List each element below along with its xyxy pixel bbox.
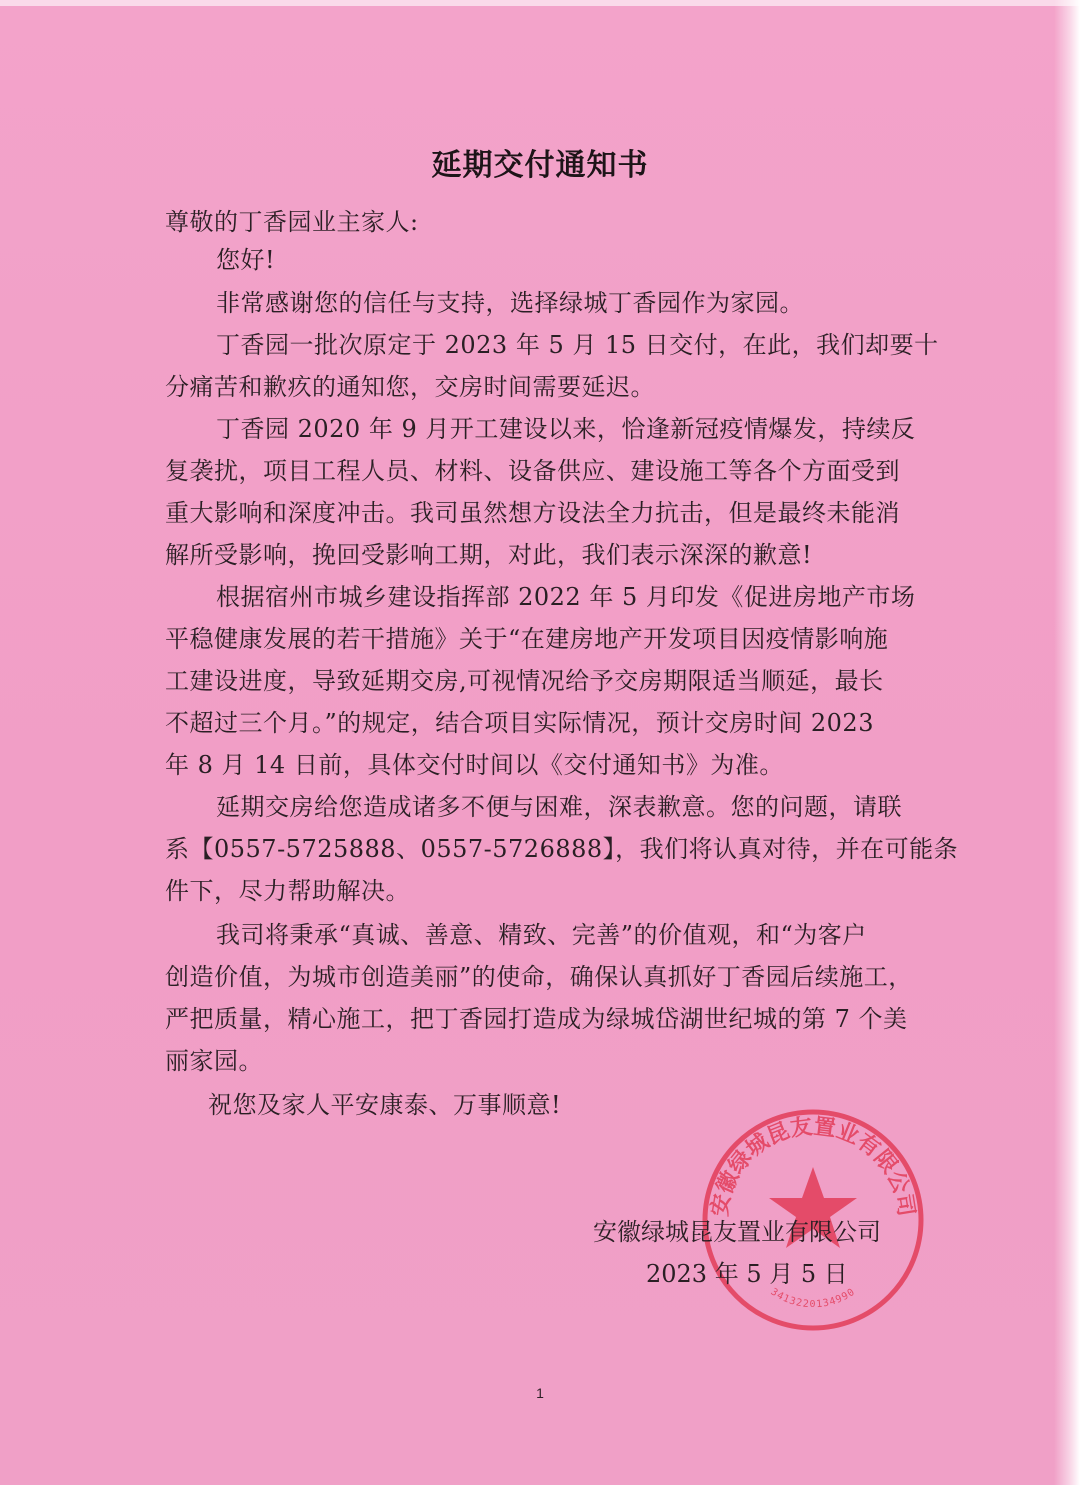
company-name: 安徽绿城昆友置业有限公司 bbox=[593, 1218, 881, 1246]
page-edge-right bbox=[1054, 0, 1080, 1485]
body-line: 分痛苦和歉疚的通知您，交房时间需要延迟。 bbox=[165, 373, 655, 401]
body-line: 根据宿州市城乡建设指挥部 2022 年 5 月印发《促进房地产市场 bbox=[216, 583, 916, 611]
page-edge-top bbox=[0, 0, 1080, 6]
seal-text: 安徽绿城昆友置业有限公司 bbox=[706, 1113, 920, 1219]
closing-wish: 祝您及家人平安康泰、万事顺意! bbox=[208, 1091, 562, 1119]
body-line: 不超过三个月。”的规定，结合项目实际情况，预计交房时间 2023 bbox=[165, 709, 874, 737]
body-line: 严把质量，精心施工，把丁香园打造成为绿城岱湖世纪城的第 7 个美 bbox=[165, 1005, 908, 1033]
body-line: 创造价值，为城市创造美丽”的使命，确保认真抓好丁香园后续施工， bbox=[165, 963, 913, 991]
greeting: 您好! bbox=[216, 246, 276, 274]
signature-date: 2023 年 5 月 5 日 bbox=[646, 1260, 848, 1288]
body-line: 丁香园 2020 年 9 月开工建设以来，恰逢新冠疫情爆发，持续反 bbox=[216, 415, 916, 443]
body-line: 延期交房给您造成诸多不便与困难，深表歉意。您的问题，请联 bbox=[216, 793, 902, 821]
seal-code: 3413220134990 bbox=[768, 1286, 858, 1311]
body-line: 我司将秉承“真诚、善意、精致、完善”的价值观，和“为客户 bbox=[216, 921, 867, 949]
page-number: 1 bbox=[536, 1385, 544, 1401]
body-line: 复袭扰，项目工程人员、材料、设备供应、建设施工等各个方面受到 bbox=[165, 457, 900, 485]
body-line: 系【0557-5725888、0557-5726888】，我们将认真对待，并在可能条 bbox=[165, 835, 959, 863]
document-title: 延期交付通知书 bbox=[431, 148, 649, 183]
body-line: 非常感谢您的信任与支持，选择绿城丁香园作为家园。 bbox=[216, 289, 804, 317]
body-line: 丁香园一批次原定于 2023 年 5 月 15 日交付，在此，我们却要十 bbox=[216, 331, 939, 359]
body-line: 件下，尽力帮助解决。 bbox=[165, 877, 410, 905]
body-line: 解所受影响，挽回受影响工期，对此，我们表示深深的歉意! bbox=[165, 541, 813, 569]
salutation: 尊敬的丁香园业主家人: bbox=[165, 208, 419, 236]
body-line: 年 8 月 14 日前，具体交付时间以《交付通知书》为准。 bbox=[165, 751, 784, 779]
body-line: 平稳健康发展的若干措施》关于“在建房地产开发项目因疫情影响施 bbox=[165, 625, 889, 653]
body-line: 重大影响和深度冲击。我司虽然想方设法全力抗击，但是最终未能消 bbox=[165, 499, 900, 527]
body-line: 工建设进度，导致延期交房,可视情况给予交房期限适当顺延，最长 bbox=[165, 667, 884, 695]
body-line: 丽家园。 bbox=[165, 1047, 263, 1075]
